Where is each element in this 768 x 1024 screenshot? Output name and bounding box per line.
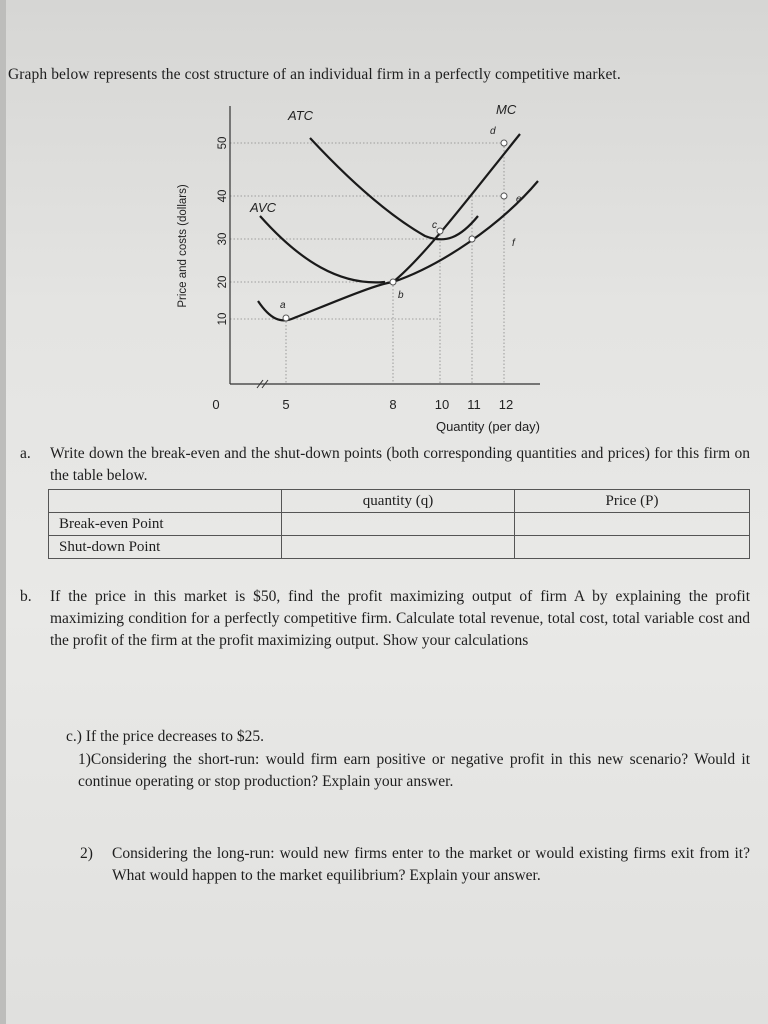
point-a <box>283 315 289 321</box>
y-tick-20: 20 <box>217 275 229 289</box>
mc-label: MC <box>496 102 517 117</box>
point-e-label: e <box>516 194 522 205</box>
table-header-row <box>49 490 750 513</box>
table-row <box>49 536 750 559</box>
question-c-part-2-label: 2) <box>80 845 93 862</box>
x-tick-10: 10 <box>434 397 450 412</box>
point-b <box>390 279 396 285</box>
y-tick-30: 30 <box>217 232 229 246</box>
x-tick-5: 5 <box>282 397 290 412</box>
question-c-part-1: 1)Considering the short-run: would firm earn positive or negative profit in this new scenario? Would it continue operating or stop production? Explain your answer. <box>78 751 750 790</box>
shut-down-label: Shut-down Point <box>49 536 282 559</box>
mc-curve-low <box>260 216 385 282</box>
question-c-part-2 <box>80 843 750 887</box>
question-a-label: a. <box>20 445 31 462</box>
y-axis-label: Price and costs (dollars) <box>177 184 189 308</box>
point-c-label: c <box>432 220 437 231</box>
point-c <box>437 228 443 234</box>
x-tick-12: 12 <box>498 397 514 412</box>
point-a-label: a <box>280 300 286 311</box>
break-even-label: Break-even Point <box>49 513 282 536</box>
y-tick-10: 10 <box>217 312 229 326</box>
question-b-text: If the price in this market is $50, find the profit maximizing output of firm A by explaining the profit maximizing condition for a perfectly competitive firm. Calculate total revenue, total cost, total variable cost and the profit of the firm at the profit maximizing output. Show your calculations <box>50 588 750 649</box>
x-tick-0: 0 <box>212 397 220 412</box>
y-tick-40: 40 <box>217 189 229 203</box>
break-even-quantity-cell[interactable] <box>282 513 515 536</box>
worksheet-title: Graph below represents the cost structure of an individual firm in a perfectly competitive market. <box>8 66 621 83</box>
point-f <box>469 236 475 242</box>
x-tick-8: 8 <box>389 397 397 412</box>
shut-down-quantity-cell[interactable] <box>282 536 515 559</box>
question-c-part-2-text: Considering the long-run: would new firms enter to the market or would existing firms exit from it? What would happen to the market equilibrium? Explain your answer. <box>112 845 750 884</box>
mc-curve <box>393 134 520 282</box>
answer-table <box>48 489 750 559</box>
question-c-intro: c.) If the price decreases to $25. <box>66 728 264 745</box>
atc-curve <box>310 138 478 239</box>
point-d-label: d <box>490 126 496 137</box>
table-header-price: Price (P) <box>515 490 750 513</box>
atc-label: ATC <box>288 108 314 123</box>
question-b-label: b. <box>20 588 32 605</box>
avc-label: AVC <box>250 200 277 215</box>
y-tick-50: 50 <box>217 136 229 150</box>
cost-curves-graph <box>160 86 580 436</box>
break-even-price-cell[interactable] <box>515 513 750 536</box>
shut-down-price-cell[interactable] <box>515 536 750 559</box>
question-a <box>20 443 750 487</box>
guide-lines <box>230 143 504 384</box>
point-b-label: b <box>398 290 404 301</box>
table-row <box>49 513 750 536</box>
table-header-quantity: quantity (q) <box>282 490 515 513</box>
point-e <box>501 193 507 199</box>
x-tick-11: 11 <box>467 397 481 412</box>
x-axis-label: Quantity (per day) <box>435 419 541 434</box>
page-edge <box>0 0 6 1024</box>
point-f-label: f <box>512 238 515 249</box>
point-d <box>501 140 507 146</box>
table-header-blank <box>49 490 282 513</box>
question-a-text: Write down the break-even and the shut-down points (both corresponding quantities and prices) for this firm on the table below. <box>50 445 750 484</box>
question-b <box>20 586 750 652</box>
